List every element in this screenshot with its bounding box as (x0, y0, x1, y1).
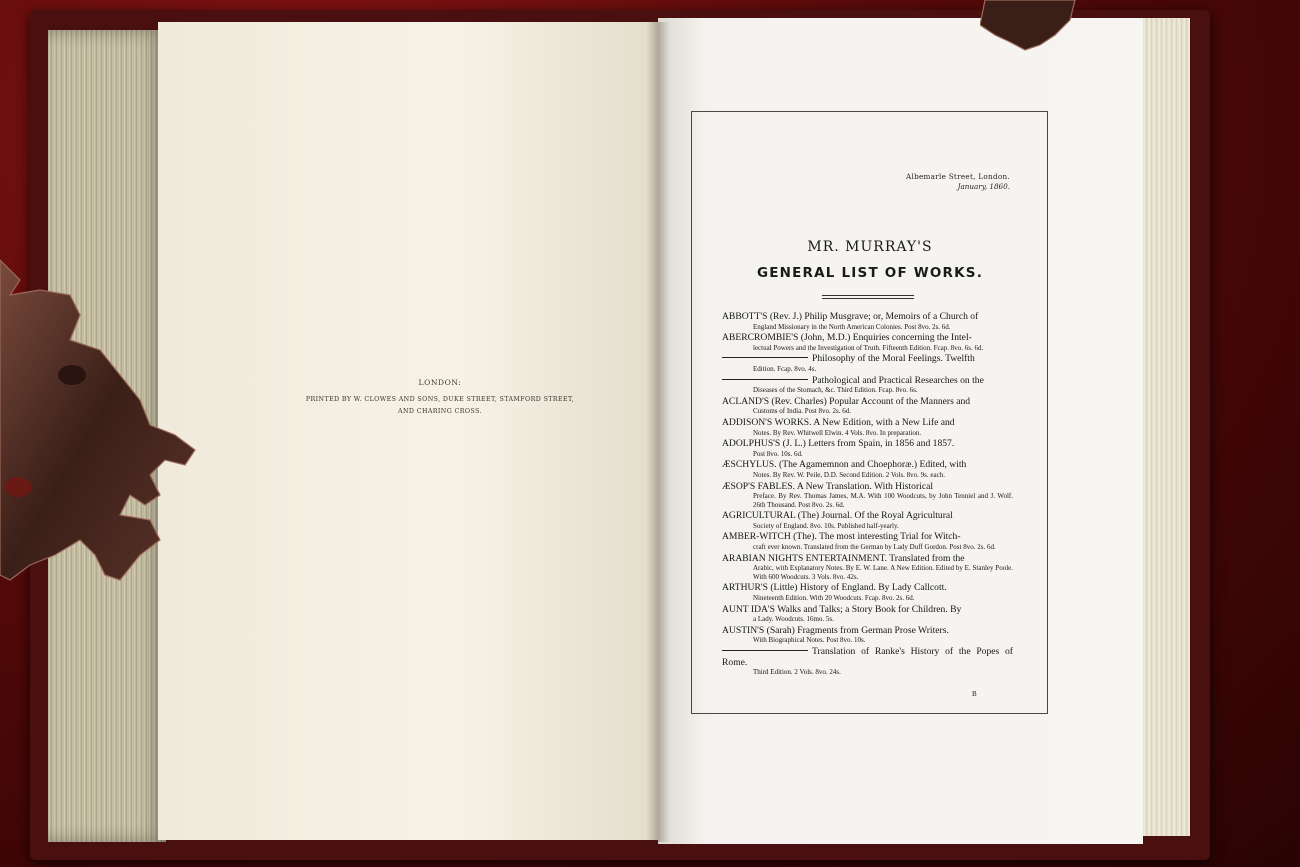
imprint-city: LONDON: (418, 378, 462, 387)
book-gutter (646, 22, 670, 842)
catalogue-entry (722, 376, 1013, 395)
entry-details: England Missionary in the North American Colonies. Post 8vo. 2s. 6d. (753, 322, 951, 331)
entry-heading (722, 647, 1013, 668)
entry-heading: ÆSCHYLUS. (The Agamemnon and Choephoræ.) Edited, with (722, 459, 967, 471)
ditto-rule (722, 357, 808, 358)
entry-details: Edition. Fcap. 8vo. 4s. (753, 364, 817, 373)
entry-heading (722, 376, 1013, 387)
page-header (888, 172, 1010, 192)
entry-heading-text: Translation of Ranke's History of the Popes of Rome. (722, 646, 1013, 668)
entry-details: Customs of India. Post 8vo. 2s. 6d. (753, 407, 852, 416)
entry-details: lectual Powers and the Investigation of Truth. Fifteenth Edition. Fcap. 8vo. 6s. 6d. (753, 343, 984, 352)
entry-details: Preface. By Rev. Thomas James, M.A. With 100 Woodcuts, by John Tenniel and J. Wolf. 26th Thousand. Post 8vo. 2s. 6d. (753, 492, 1013, 509)
catalogue-entry (722, 418, 1013, 437)
title-rule-bottom (822, 298, 914, 299)
catalogue-entry (722, 482, 1013, 510)
catalogue-entry (722, 554, 1013, 582)
signature-mark: B (972, 690, 977, 698)
title-rule-top (822, 295, 914, 296)
ditto-rule (722, 379, 808, 380)
entry-heading: AGRICULTURAL (The) Journal. Of the Royal Agricultural (722, 510, 953, 522)
catalogue-entry (722, 439, 1013, 458)
entry-details: Notes. By Rev. Whitwell Elwin. 4 Vols. 8vo. In preparation. (753, 428, 922, 437)
catalogue-entry (722, 511, 1013, 530)
entry-details: a Lady. Woodcuts. 16mo. 5s. (753, 615, 834, 624)
catalogue-entry (722, 312, 1013, 331)
publisher-address: Albemarle Street, London. (905, 172, 1010, 181)
catalogue-entry (722, 626, 1013, 645)
catalogue-entry (722, 583, 1013, 602)
entry-details: Post 8vo. 10s. 6d. (753, 449, 803, 458)
entry-details: Third Edition. 2 Vols. 8vo. 24s. (753, 668, 841, 677)
catalogue-entry (722, 647, 1013, 677)
entry-details: Nineteenth Edition. With 20 Woodcuts. Fcap. 8vo. 2s. 6d. (753, 594, 915, 603)
printer-imprint (300, 378, 580, 415)
ditto-rule (722, 650, 808, 651)
entry-heading: ADOLPHUS'S (J. L.) Letters from Spain, in 1856 and 1857. (722, 438, 955, 450)
imprint-location: AND CHARING CROSS. (398, 408, 482, 415)
entry-heading-text: Philosophy of the Moral Feelings. Twelfth (812, 353, 975, 365)
entry-heading: ADDISON'S WORKS. A New Edition, with a New Life and (722, 416, 955, 428)
catalogue-entry (722, 532, 1013, 551)
entry-heading: ABERCROMBIE'S (John, M.D.) Enquiries concerning the Intel- (722, 332, 972, 344)
entry-heading: ARABIAN NIGHTS ENTERTAINMENT. Translated from the (722, 552, 965, 564)
right-page-edges (1138, 18, 1190, 836)
entry-details: With Biographical Notes. Post 8vo. 10s. (753, 636, 866, 645)
entry-heading (722, 354, 1013, 365)
entry-details: Notes. By Rev. W. Peile, D.D. Second Edition. 2 Vols. 8vo. 9s. each. (753, 470, 945, 479)
publication-date: January, 1860. (957, 182, 1010, 191)
catalogue-entry (722, 397, 1013, 416)
catalogue-entry (722, 333, 1013, 352)
left-page (158, 22, 658, 840)
entry-heading: AMBER-WITCH (The). The most interesting Trial for Witch- (722, 531, 961, 543)
entry-heading: ACLAND'S (Rev. Charles) Popular Account of the Manners and (722, 395, 971, 407)
entry-details: craft ever known. Translated from the German by Lady Duff Gordon. Post 8vo. 2s. 6d. (753, 543, 996, 552)
entry-heading: AUSTIN'S (Sarah) Fragments from German Prose Writers. (722, 624, 949, 636)
entry-details: Diseases of the Stomach, &c. Third Edition. Fcap. 8vo. 6s. (753, 386, 918, 395)
catalogue-entries (722, 312, 1013, 679)
entry-details: Society of England. 8vo. 10s. Published half-yearly. (753, 521, 899, 530)
catalogue-entry (722, 354, 1013, 373)
top-clasp (980, 0, 1080, 55)
left-clasp (0, 255, 200, 590)
entry-heading: ARTHUR'S (Little) History of England. By Lady Callcott. (722, 582, 947, 594)
entry-heading-text: Pathological and Practical Researches on the (812, 374, 984, 386)
catalogue-title-publisher: MR. MURRAY'S (807, 239, 933, 255)
catalogue-entry (722, 460, 1013, 479)
entry-heading: AUNT IDA'S Walks and Talks; a Story Book for Children. By (722, 603, 962, 615)
entry-details: Arabic, with Explanatory Notes. By E. W. Lane. A New Edition. Edited by E. Stanley Poole. With 600 Woodcuts. 3 Vols. 8vo. 42s. (753, 564, 1013, 581)
catalogue-entry (722, 605, 1013, 624)
entry-heading: ÆSOP'S FABLES. A New Translation. With Historical (722, 480, 934, 492)
imprint-printer: PRINTED BY W. CLOWES AND SONS, DUKE STREET, STAMFORD STREET, (305, 396, 575, 403)
catalogue-title: GENERAL LIST OF WORKS. (756, 265, 984, 281)
entry-heading: ABBOTT'S (Rev. J.) Philip Musgrave; or, Memoirs of a Church of (722, 311, 979, 322)
